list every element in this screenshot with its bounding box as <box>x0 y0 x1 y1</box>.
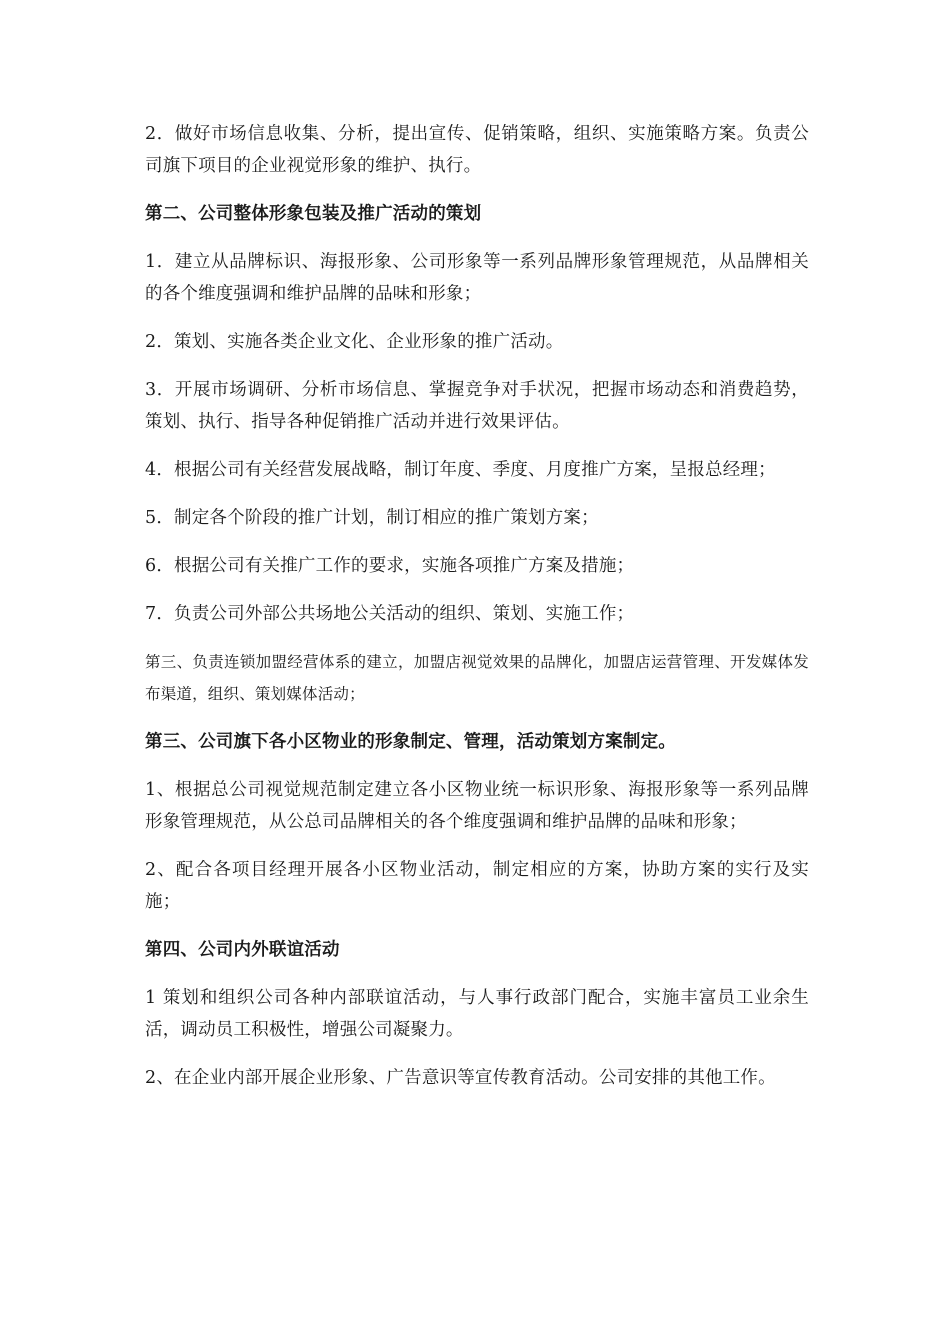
paragraph-promotion-plan: 4．根据公司有关经营发展战略，制订年度、季度、月度推广方案，呈报总经理； <box>145 460 776 480</box>
section-heading-property-image: 第三、公司旗下各小区物业的形象制定、管理，活动策划方案制定。 <box>145 732 676 752</box>
paragraph-visual-standards: 1、根据总公司视觉规范制定建立各小区物业统一标识形象、海报形象等一系列品牌形象管理规范，从公总司品牌相关的各个维度强调和维护品牌的品味和形象； <box>145 780 809 832</box>
section-heading-fellowship: 第四、公司内外联谊活动 <box>145 940 340 960</box>
paragraph-brand-standards: 1．建立从品牌标识、海报形象、公司形象等一系列品牌形象管理规范，从品牌相关的各个维度强调和维护品牌的品味和形象； <box>145 252 809 304</box>
paragraph-education-activities: 2、在企业内部开展企业形象、广告意识等宣传教育活动。公司安排的其他工作。 <box>145 1068 776 1088</box>
paragraph-market-info: 2．做好市场信息收集、分析，提出宣传、促销策略，组织、实施策略方案。负责公司旗下项目的企业视觉形象的维护、执行。 <box>145 124 809 176</box>
paragraph-market-research: 3．开展市场调研、分析市场信息、掌握竞争对手状况，把握市场动态和消费趋势，策划、执行、指导各种促销推广活动并进行效果评估。 <box>145 380 809 432</box>
paragraph-internal-events: 1 策划和组织公司各种内部联谊活动，与人事行政部门配合，实施丰富员工业余生活，调动员工积极性，增强公司凝聚力。 <box>145 988 809 1040</box>
section-heading-brand-promotion: 第二、公司整体形象包装及推广活动的策划 <box>145 204 482 224</box>
paragraph-implementation: 6．根据公司有关推广工作的要求，实施各项推广方案及措施； <box>145 556 635 576</box>
paragraph-franchise-system: 第三、负责连锁加盟经营体系的建立，加盟店视觉效果的品牌化，加盟店运营管理、开发媒体发布渠道，组织、策划媒体活动； <box>145 653 809 703</box>
paragraph-stage-plan: 5．制定各个阶段的推广计划，制订相应的推广策划方案； <box>145 508 599 528</box>
paragraph-pr-activities: 7．负责公司外部公共场地公关活动的组织、策划、实施工作； <box>145 604 635 624</box>
paragraph-culture-promotion: 2．策划、实施各类企业文化、企业形象的推广活动。 <box>145 332 564 352</box>
document-body <box>145 118 809 1094</box>
paragraph-property-activities: 2、配合各项目经理开展各小区物业活动，制定相应的方案，协助方案的实行及实施； <box>145 860 809 912</box>
